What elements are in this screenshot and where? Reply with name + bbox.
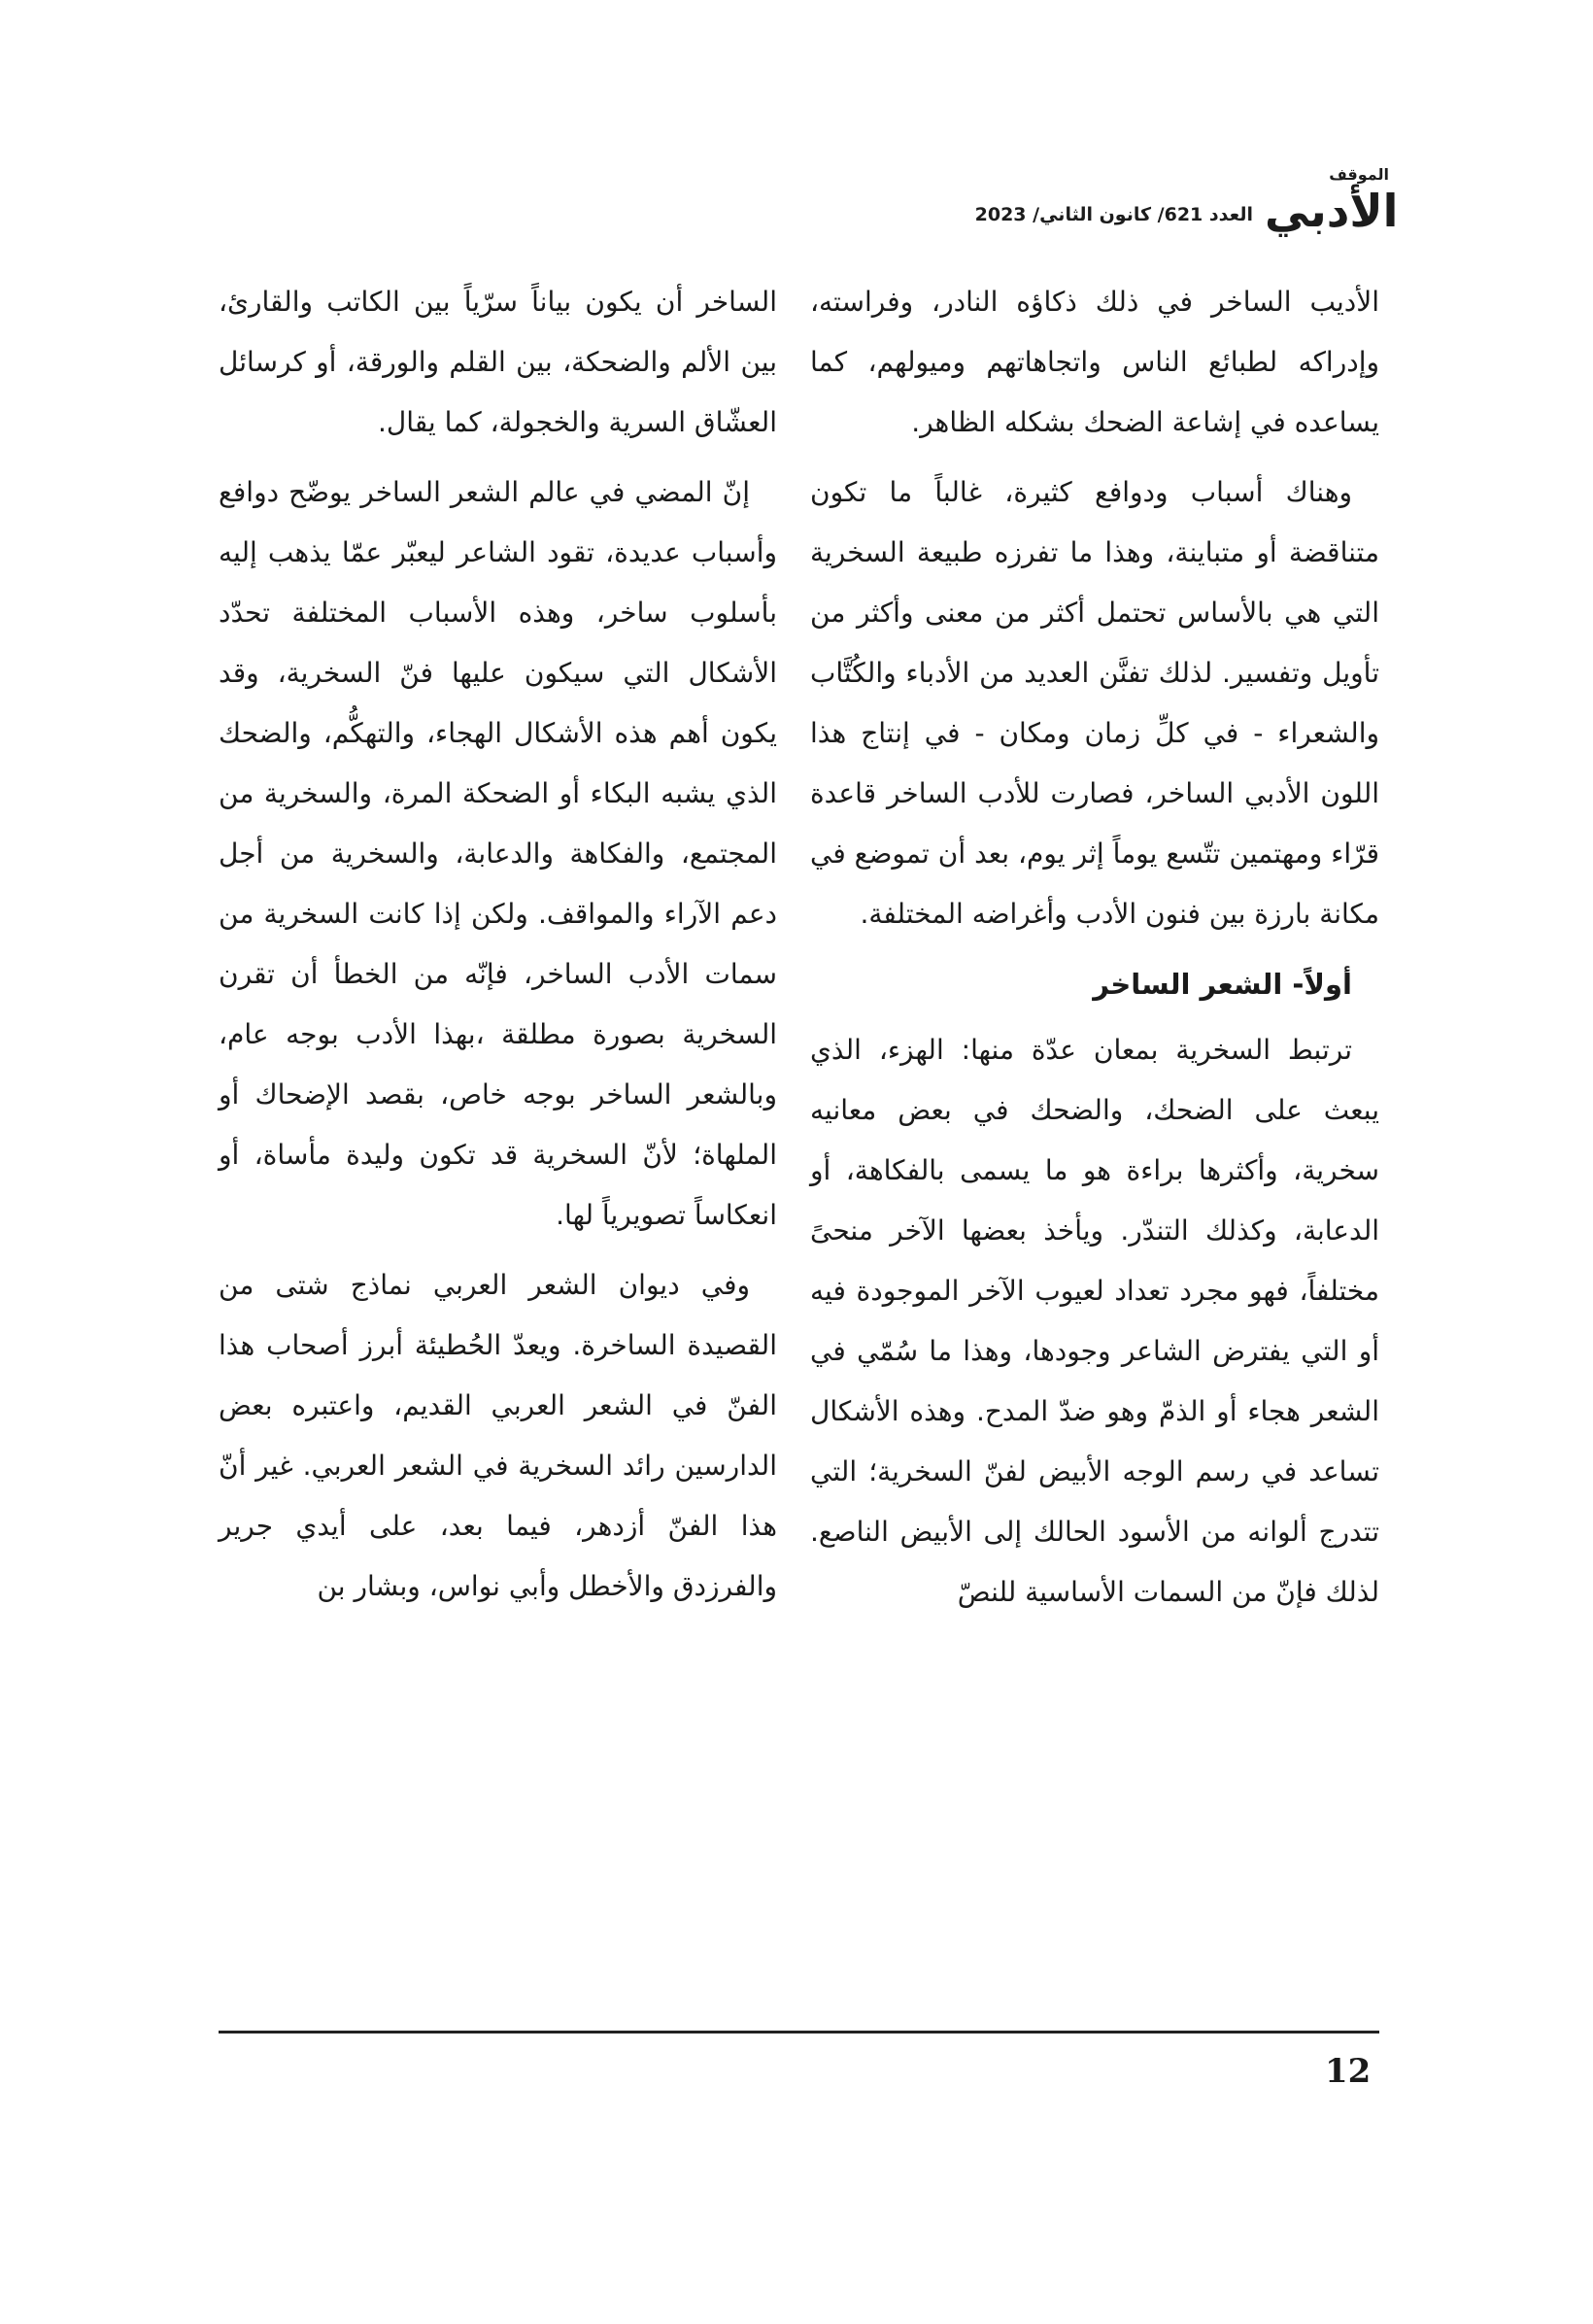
paragraph: وفي ديوان الشعر العربي نماذج شتى من القصيدة الساخرة. ويعدّ الحُطيئة أبرز أصحاب هذا الفنّ في الشعر العربي القديم، واعتبره بعض الدارسين رائد السخرية في الشعر العربي. غير أنّ هذا الفنّ أزدهر، فيما بعد، على أيدي جرير والفرزدق والأخطل وأبي نواس، وبشار بن — [219, 1269, 777, 1602]
footer-divider — [219, 2031, 1379, 2034]
page-header — [971, 165, 1399, 245]
left-column — [219, 272, 777, 1626]
section-heading: أولاً- الشعر الساخر — [1093, 968, 1352, 1001]
logo-main-text: الأدبي — [1265, 185, 1399, 237]
paragraph: الساخر أن يكون بياناً سرّياً بين الكاتب والقارئ، بين الألم والضحكة، بين القلم والورقة، أو كرسائل العشّاق السرية والخجولة، كما يقال. — [219, 286, 777, 438]
paragraph: ترتبط السخرية بمعان عدّة منها: الهزء، الذي يبعث على الضحك، والضحك في بعض معانيه سخرية، وأكثرها براءة هو ما يسمى بالفكاهة، أو الدعابة، وكذلك التندّر. ويأخذ بعضها الآخر منحىً مختلفاً، فهو مجرد تعداد لعيوب الآخر الموجودة فيه أو التي يفترض الشاعر وجودها، وهذا ما سُمّي في الشعر هجاء أو الذمّ وهو ضدّ المدح. وهذه الأشكال تساعد في رسم الوجه الأبيض لفنّ السخرية؛ التي تتدرج ألوانه من الأسود الحالك إلى الأبيض الناصع. لذلك فإنّ من السمات الأساسية للنصّ — [810, 1034, 1379, 1608]
paragraph: الأديب الساخر في ذلك ذكاؤه النادر، وفراسته، وإدراكه لطبائع الناس واتجاهاتهم وميولهم، كما يساعده في إشاعة الضحك بشكله الظاهر. — [810, 286, 1379, 438]
logo-top-text: الموقف — [1329, 165, 1389, 184]
issue-info: العدد 621/ كانون الثاني/ 2023 — [974, 204, 1253, 225]
page-number: 12 — [1325, 2052, 1372, 2091]
right-column — [810, 272, 1379, 1632]
paragraph: إنّ المضي في عالم الشعر الساخر يوضّح دوافع وأسباب عديدة، تقود الشاعر ليعبّر عمّا يذهب إليه بأسلوب ساخر، وهذه الأسباب المختلفة تحدّد الأشكال التي سيكون عليها فنّ السخرية، وقد يكون أهم هذه الأشكال الهجاء، والتهكُّم، والضحك الذي يشبه البكاء أو الضحكة المرة، والسخرية من المجتمع، والفكاهة والدعابة، والسخرية من أجل دعم الآراء والمواقف. ولكن إذا كانت السخرية من سمات الأدب الساخر، فإنّه من الخطأ أن تقرن السخرية بصورة مطلقة ،بهذا الأدب بوجه عام، وبالشعر الساخر بوجه خاص، بقصد الإضحاك أو الملهاة؛ لأنّ السخرية قد تكون وليدة مأساة، أو انعكاساً تصويرياً لها. — [219, 476, 777, 1231]
paragraph: وهناك أسباب ودوافع كثيرة، غالباً ما تكون متناقضة أو متباينة، وهذا ما تفرزه طبيعة السخرية التي هي بالأساس تحتمل أكثر من معنى وأكثر من تأويل وتفسير. لذلك تفنَّن العديد من الأدباء والكُتَّاب والشعراء - في كلِّ زمان ومكان - في إنتاج هذا اللون الأدبي الساخر، فصارت للأدب الساخر قاعدة قرّاء ومهتمين تتّسع يوماً إثر يوم، بعد أن تموضع في مكانة بارزة بين فنون الأدب وأغراضه المختلفة. — [810, 476, 1379, 930]
magazine-logo — [1265, 165, 1399, 241]
